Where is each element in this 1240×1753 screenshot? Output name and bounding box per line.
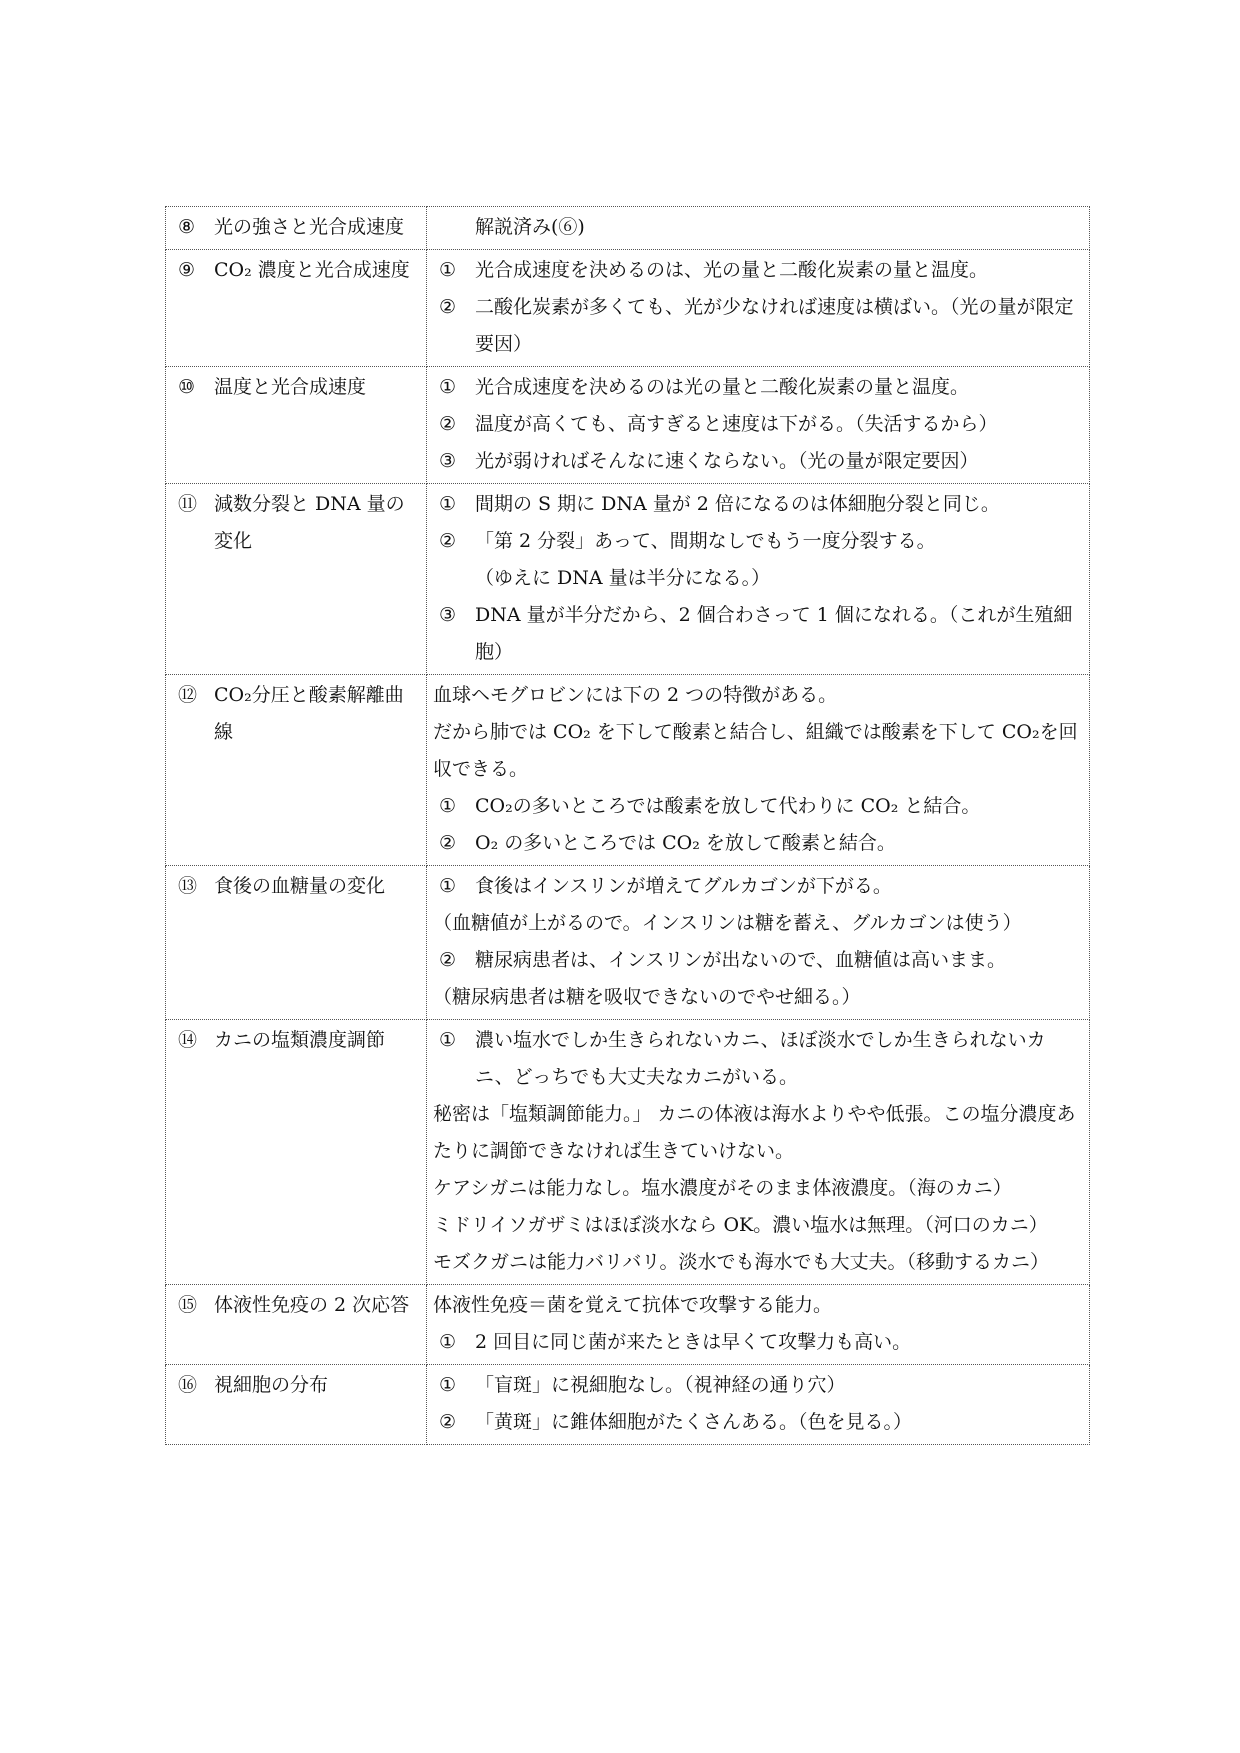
table-row <box>166 367 1090 484</box>
list-text: 糖尿病患者は、インスリンが出ないので、血糖値は高いまま。 <box>475 949 1007 971</box>
list-text: 二酸化炭素が多くても、光が少なければ速度は横ばい。（光の量が限定要因） <box>475 296 1074 355</box>
list-marker: ② <box>439 413 457 435</box>
topic-title: 食後の血糖量の変化 <box>214 875 386 897</box>
item-number: ⑩ <box>178 376 196 398</box>
list-marker: ② <box>439 1411 457 1433</box>
explanation-cell <box>427 1365 1090 1445</box>
topic-cell <box>166 250 427 367</box>
topic-cell <box>166 1285 427 1365</box>
item-number: ⑫ <box>178 684 198 706</box>
topic-title: 温度と光合成速度 <box>214 376 367 398</box>
list-text: 「黄斑」に錐体細胞がたくさんある。（色を見る。） <box>475 1411 913 1433</box>
paragraph: ミドリイソガザミはほぼ淡水なら OK。濃い塩水は無理。（河口のカニ） <box>433 1214 1048 1236</box>
topic-title: CO₂ 濃度と光合成速度 <box>214 259 410 281</box>
list-text: 2 回目に同じ菌が来たときは早くて攻撃力も高い。 <box>475 1331 912 1353</box>
paragraph: 秘密は「塩類調節能力。」 カニの体液は海水よりやや低張。この塩分濃度あたりに調節できなければ生きていけない。 <box>433 1103 1076 1162</box>
item-number: ⑬ <box>178 875 198 897</box>
explanation-cell <box>427 675 1090 866</box>
list-text: DNA 量が半分だから、2 個合わさって 1 個になれる。（これが生殖細胞） <box>475 604 1073 663</box>
list-marker: ③ <box>439 450 457 472</box>
explanation-cell <box>427 367 1090 484</box>
list-item <box>433 406 1083 443</box>
notes-table <box>165 206 1090 1445</box>
list-marker: ② <box>439 832 457 854</box>
list-item <box>433 942 1083 979</box>
item-number: ⑪ <box>178 493 198 515</box>
topic-title: 減数分裂と DNA 量の変化 <box>214 493 405 552</box>
list-text: 光合成速度を決めるのは光の量と二酸化炭素の量と温度。 <box>475 376 970 398</box>
item-number: ⑨ <box>178 259 196 281</box>
item-number: ⑧ <box>178 216 196 238</box>
table-row <box>166 1365 1090 1445</box>
paragraph: だから肺では CO₂ を下して酸素と結合し、組織では酸素を下して CO₂を回収できる。 <box>433 721 1078 780</box>
list-marker: ① <box>439 1374 457 1396</box>
list-text: 濃い塩水でしか生きられないカニ、ほぼ淡水でしか生きられないカニ、どっちでも大丈夫なカニがいる。 <box>475 1029 1046 1088</box>
topic-title: カニの塩類濃度調節 <box>214 1029 386 1051</box>
table-row <box>166 484 1090 675</box>
list-marker: ② <box>439 296 457 318</box>
explanation-cell <box>427 866 1090 1020</box>
list-item <box>433 788 1083 825</box>
item-number: ⑯ <box>178 1374 198 1396</box>
table-row <box>166 1285 1090 1365</box>
topic-cell <box>166 484 427 675</box>
paragraph: 体液性免疫＝菌を覚えて抗体で攻撃する能力。 <box>433 1294 833 1316</box>
item-number: ⑭ <box>178 1029 198 1051</box>
list-text: 食後はインスリンが増えてグルカゴンが下がる。 <box>475 875 892 897</box>
paragraph: ケアシガニは能力なし。塩水濃度がそのまま体液濃度。（海のカニ） <box>433 1177 1012 1199</box>
table-row <box>166 675 1090 866</box>
table-row <box>166 1020 1090 1285</box>
list-marker: ① <box>439 259 457 281</box>
topic-cell <box>166 1365 427 1445</box>
explanation-cell <box>427 250 1090 367</box>
table-row <box>166 250 1090 367</box>
table-body <box>166 207 1090 1445</box>
topic-cell <box>166 207 427 250</box>
list-item <box>433 1367 1083 1404</box>
list-marker: ① <box>439 493 457 515</box>
list-item <box>433 825 1083 862</box>
table-row <box>166 207 1090 250</box>
explanation-cell <box>427 484 1090 675</box>
list-item <box>433 443 1083 480</box>
indented-note: （ゆえに DNA 量は半分になる。） <box>475 567 771 589</box>
list-text: O₂ の多いところでは CO₂ を放して酸素と結合。 <box>475 832 896 854</box>
topic-title: 視細胞の分布 <box>214 1374 329 1396</box>
paragraph: （糖尿病患者は糖を吸収できないのでやせ細る。） <box>433 986 861 1008</box>
topic-cell <box>166 367 427 484</box>
list-item <box>433 523 1083 560</box>
item-number: ⑮ <box>178 1294 198 1316</box>
topic-title: CO₂分圧と酸素解離曲線 <box>214 684 404 743</box>
paragraph: モズクガニは能力バリバリ。淡水でも海水でも大丈夫。（移動するカニ） <box>433 1251 1049 1273</box>
list-text: 温度が高くても、高すぎると速度は下がる。（失活するから） <box>475 413 998 435</box>
list-marker: ② <box>439 530 457 552</box>
list-item <box>433 868 1083 905</box>
list-marker: ② <box>439 949 457 971</box>
list-item <box>433 486 1083 523</box>
list-text: 光合成速度を決めるのは、光の量と二酸化炭素の量と温度。 <box>475 259 989 281</box>
list-text: 「第 2 分裂」あって、間期なしでもう一度分裂する。 <box>475 530 936 552</box>
topic-title: 体液性免疫の 2 次応答 <box>214 1294 410 1316</box>
list-item <box>433 1324 1083 1361</box>
list-text: 光が弱ければそんなに速くならない。（光の量が限定要因） <box>475 450 979 472</box>
paragraph: （血糖値が上がるので。インスリンは糖を蓄え、グルカゴンは使う） <box>433 912 1022 934</box>
explanation-cell <box>427 207 1090 250</box>
topic-cell <box>166 1020 427 1285</box>
list-text: 間期の S 期に DNA 量が 2 倍になるのは体細胞分裂と同じ。 <box>475 493 1000 515</box>
paragraph: 血球ヘモグロビンには下の 2 つの特徴がある。 <box>433 684 838 706</box>
list-item <box>433 597 1083 671</box>
list-item <box>433 252 1083 289</box>
list-text: CO₂の多いところでは酸素を放して代わりに CO₂ と結合。 <box>475 795 981 817</box>
list-marker: ① <box>439 795 457 817</box>
list-item <box>433 1404 1083 1441</box>
list-text: 「盲斑」に視細胞なし。（視神経の通り穴） <box>475 1374 846 1396</box>
list-marker: ① <box>439 1331 457 1353</box>
topic-cell <box>166 866 427 1020</box>
list-marker: ③ <box>439 604 457 626</box>
list-marker: ① <box>439 1029 457 1051</box>
list-item <box>433 369 1083 406</box>
table-row <box>166 866 1090 1020</box>
list-item <box>433 289 1083 363</box>
explanation-cell <box>427 1020 1090 1285</box>
explanation-cell <box>427 1285 1090 1365</box>
topic-cell <box>166 675 427 866</box>
list-item <box>433 1022 1083 1096</box>
indented-note: 解説済み(⑥) <box>475 216 585 238</box>
list-marker: ① <box>439 875 457 897</box>
topic-title: 光の強さと光合成速度 <box>214 216 405 238</box>
list-marker: ① <box>439 376 457 398</box>
